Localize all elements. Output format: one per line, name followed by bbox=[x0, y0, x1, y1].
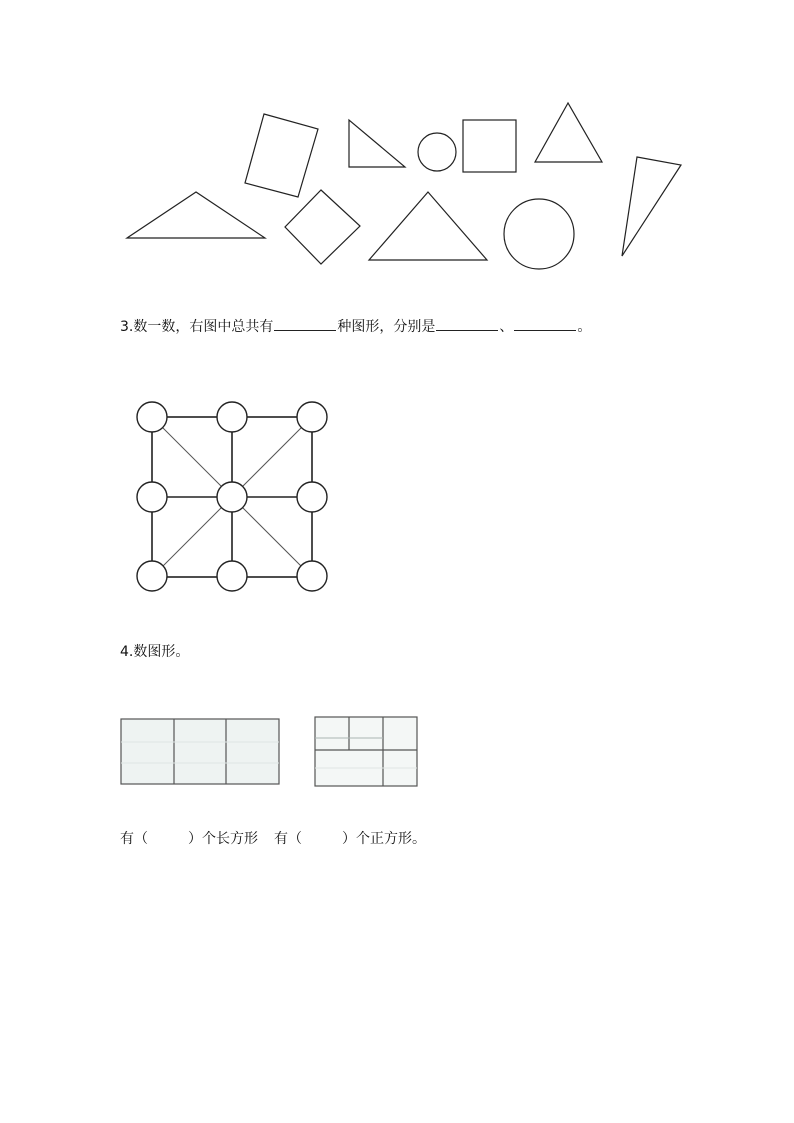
left-grid bbox=[121, 719, 279, 784]
answer-left-suffix: ）个长方形 bbox=[188, 831, 258, 847]
question-4-answers bbox=[120, 830, 426, 848]
question-3-text-1: 数一数，右图中总共有 bbox=[133, 319, 274, 335]
answer-right-prefix: 有（ bbox=[274, 831, 302, 847]
question-3-separator: 、 bbox=[499, 319, 514, 335]
question-3-end: 。 bbox=[577, 319, 592, 335]
question-3-number: 3. bbox=[120, 319, 134, 335]
right-grid bbox=[315, 717, 417, 786]
answer-left-prefix: 有（ bbox=[120, 831, 148, 847]
question-4-title: 4.数图形。 bbox=[120, 644, 190, 660]
question-3-text-2: 种图形，分别是 bbox=[337, 319, 436, 335]
answer-right-suffix: ）个正方形。 bbox=[342, 831, 426, 847]
